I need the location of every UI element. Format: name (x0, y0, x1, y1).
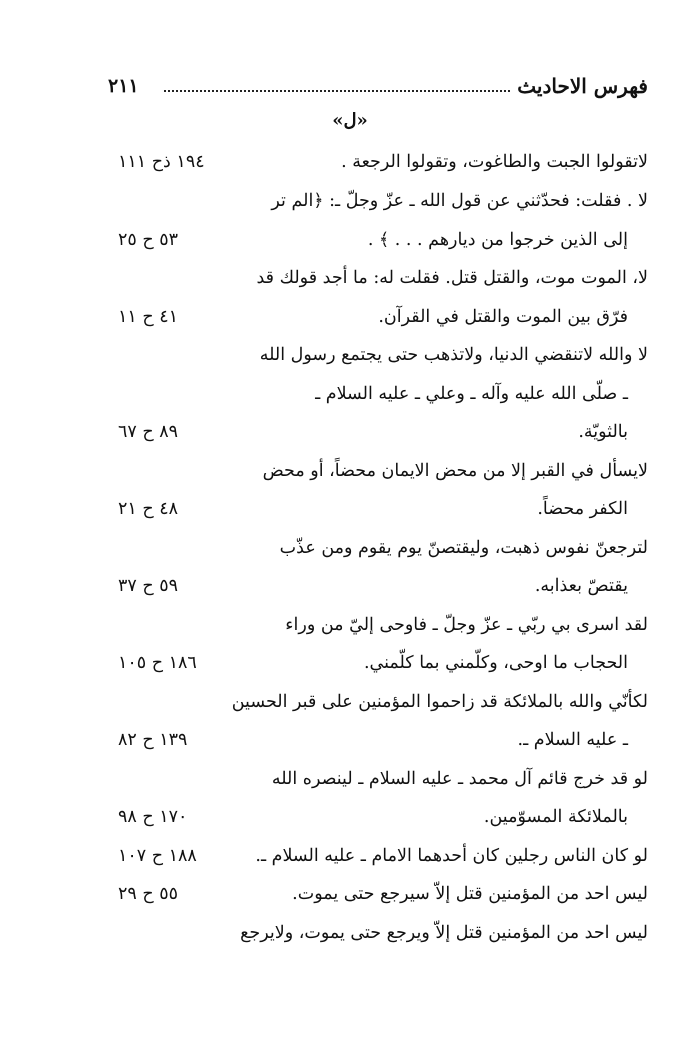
hadith-line: لا، الموت موت، والقتل قتل. فقلت له: ما أجد قولك قد (256, 268, 648, 288)
hadith-reference: ١٣٩ ح ٨٢ (118, 730, 188, 750)
page-number: ٢١١ (108, 75, 139, 97)
hadith-line: ـ صلّى الله عليه وآله ـ وعلي ـ عليه السلام ـ (315, 384, 628, 404)
hadith-reference: ١٧٠ ح ٩٨ (118, 807, 188, 827)
hadith-reference: ١٨٦ ح ١٠٥ (118, 653, 197, 673)
hadith-reference: ١٩٤ ذح ١١١ (118, 152, 205, 172)
hadith-line: لو قد خرج قائم آل محمد ـ عليه السلام ـ لينصره الله (271, 769, 648, 789)
hadith-line: ليس احد من المؤمنين قتل إلاّ ويرجع حتى يموت، ولايرجع (240, 923, 648, 943)
hadith-line: يقتصّ بعذابه. (534, 576, 628, 596)
hadith-line: فرّق بين الموت والقتل في القرآن. (378, 307, 628, 327)
hadith-line: بالثويّة. (578, 422, 628, 442)
hadith-line: لا . فقلت: فحدّثني عن قول الله ـ عزّ وجلّ ـ: ﴿الم تر (271, 191, 648, 211)
hadith-reference: ٤٨ ح ٢١ (118, 499, 179, 519)
hadith-line: لاتقولوا الجبت والطاغوت، وتقولوا الرجعة . (341, 152, 648, 172)
hadith-line: لا والله لاتنقضي الدنيا، ولاتذهب حتى يجتمع رسول الله (259, 345, 648, 365)
hadith-line: لايسأل في القبر إلا من محض الايمان محضاً، أو محض (262, 461, 648, 481)
hadith-line: لكأنّي والله بالملائكة قد زاحموا المؤمنين على قبر الحسين (231, 692, 648, 712)
hadith-line: ليس احد من المؤمنين قتل إلاّ سيرجع حتى يموت. (292, 884, 648, 904)
hadith-reference: ٤١ ح ١١ (118, 307, 179, 327)
hadith-line: ـ عليه السلام ـ. (517, 730, 628, 750)
hadith-line: إلى الذين خرجوا من ديارهم . . . ﴾ . (367, 230, 628, 250)
hadith-reference: ٨٩ ح ٦٧ (118, 422, 179, 442)
page-title: فهرس الاحاديث (517, 74, 648, 98)
section-letter: «ل» (332, 110, 368, 131)
hadith-line: الحجاب ما اوحى، وكلّمني بما كلّمني. (363, 653, 628, 673)
hadith-line: لو كان الناس رجلين كان أحدهما الامام ـ عليه السلام ـ. (255, 846, 648, 866)
hadith-reference: ٥٩ ح ٣٧ (118, 576, 179, 596)
hadith-line: لترجعنّ نفوس ذهبت، وليقتصنّ يوم يقوم ومن عذّب (279, 538, 648, 558)
hadith-line: لقد اسرى بي ربّي ـ عزّ وجلّ ـ فاوحى إليّ من وراء (285, 615, 648, 635)
hadith-reference: ٥٥ ح ٢٩ (118, 884, 179, 904)
hadith-reference: ٥٣ ح ٢٥ (118, 230, 179, 250)
hadith-line: بالملائكة المسوّمين. (483, 807, 628, 827)
hadith-reference: ١٨٨ ح ١٠٧ (118, 846, 197, 866)
hadith-line: الكفر محضاً. (537, 499, 628, 519)
